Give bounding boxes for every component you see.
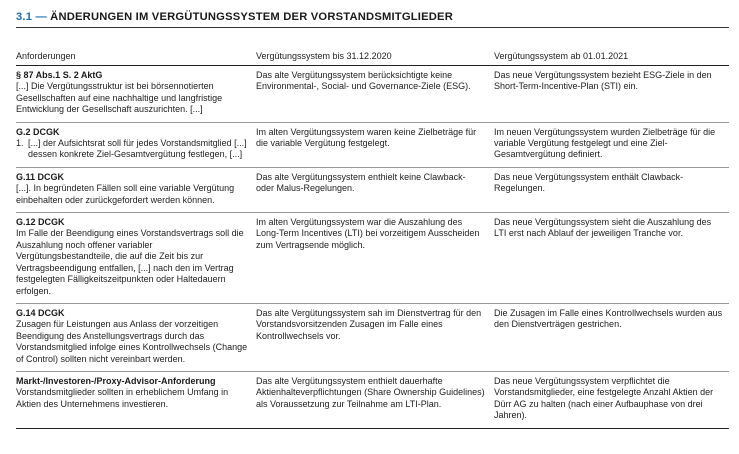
requirement-heading: G.2 DCGK xyxy=(16,126,60,137)
comparison-table xyxy=(16,46,729,429)
title-divider xyxy=(16,27,729,28)
old-system-cell: Im alten Vergütungssystem waren keine Zielbeträge für die variable Vergütung festgelegt. xyxy=(254,122,492,167)
old-system-cell: Im alten Vergütungssystem war die Auszahlung des Long-Term Incentives (LTI) bei vorzeitigem Ausscheiden zum Vertragsende möglich. xyxy=(254,213,492,304)
section-separator: — xyxy=(35,11,47,23)
old-system-cell: Das alte Vergütungssystem enthielt dauerhafte Aktienhalteverpflichtungen (Share Ownership Guidelines) als Voraussetzung zur Teilnahme am LTI-Plan. xyxy=(254,371,492,428)
table-row xyxy=(16,303,729,371)
requirement-heading: § 87 Abs.1 S. 2 AktG xyxy=(16,70,103,80)
requirement-heading: G.12 DCGK xyxy=(16,217,65,228)
header-old-system: Vergütungssystem bis 31.12.2020 xyxy=(254,46,492,66)
requirement-cell xyxy=(16,66,254,123)
section-title xyxy=(16,11,453,23)
requirement-cell xyxy=(16,371,254,428)
requirement-text: [...] Die Vergütungsstruktur ist bei börsennotierten Gesellschaften auf eine nachhaltige und langfristige Entwicklung der Gesellschaft auszurichten. [...] xyxy=(16,81,223,115)
requirement-heading: G.11 DCGK xyxy=(16,171,65,182)
new-system-cell: Das neue Vergütungssystem enthält Clawback-Regelungen. xyxy=(492,167,729,212)
requirement-cell xyxy=(16,122,254,167)
requirement-number: 1. xyxy=(16,138,24,149)
section-title-text: ÄNDERUNGEN IM VERGÜTUNGSSYSTEM DER VORSTANDSMITGLIEDER xyxy=(50,11,453,23)
requirement-text: Zusagen für Leistungen aus Anlass der vorzeitigen Beendigung des Anstellungsvertrags durch das Vorstandsmitglied infolge eines Kontrollwechsels (Change of Control) sollten nicht vereinbart werden. xyxy=(16,319,248,364)
old-system-cell: Das alte Vergütungssystem sah im Dienstvertrag für den Vorstandsvorsitzenden Zusagen im Falle eines Kontrollwechsels vor. xyxy=(254,303,492,371)
header-requirements: Anforderungen xyxy=(16,46,254,66)
new-system-cell: Das neue Vergütungssystem sieht die Auszahlung des LTI erst nach Ablauf der jeweiligen Tranche vor. xyxy=(492,213,729,304)
new-system-cell: Die Zusagen im Falle eines Kontrollwechsels wurden aus den Dienstverträgen gestrichen. xyxy=(492,303,729,371)
requirement-text: Im Falle der Beendigung eines Vorstandsvertrags soll die Auszahlung noch offener variabler Vergütungsbestandteile, die auf die Zeit bis zur Vertragsbeendigung entfallen, [...] nach den im Vertrag festgelegten Fälligkeitszeitpunkten oder Haltedauern erfolgen. xyxy=(16,228,244,296)
requirement-heading: G.14 DCGK xyxy=(16,307,65,318)
requirement-text: Vorstandsmitglieder sollten in erheblichem Umfang in Aktien des Unternehmens investieren. xyxy=(16,387,229,409)
section-number: 3.1 xyxy=(16,11,33,23)
requirement-cell xyxy=(16,213,254,304)
requirement-cell xyxy=(16,303,254,371)
requirement-cell xyxy=(16,167,254,212)
table-row xyxy=(16,66,729,123)
old-system-cell: Das alte Vergütungssystem enthielt keine Clawback- oder Malus-Regelungen. xyxy=(254,167,492,212)
table-header-row xyxy=(16,46,729,66)
table-row xyxy=(16,167,729,212)
requirement-text: [...] der Aufsichtsrat soll für jedes Vorstandsmitglied [...] dessen konkrete Ziel-Gesamtvergütung festlegen, [...] xyxy=(28,138,247,160)
table-row xyxy=(16,122,729,167)
requirement-text: [...]. In begründeten Fällen soll eine variable Vergütung einbehalten oder zurückgefordert werden können. xyxy=(16,183,235,205)
new-system-cell: Im neuen Vergütungssystem wurden Zielbeträge für die variable Vergütung festgelegt und eine Ziel-Gesamtvergütung definiert. xyxy=(492,122,729,167)
old-system-cell: Das alte Vergütungssystem berücksichtigte keine Environmental-, Social- und Governance-Ziele (ESG). xyxy=(254,66,492,123)
header-new-system: Vergütungssystem ab 01.01.2021 xyxy=(492,46,729,66)
table-row xyxy=(16,213,729,304)
table-row xyxy=(16,371,729,428)
new-system-cell: Das neue Vergütungssystem verpflichtet die Vorstandsmitglieder, eine festgelegte Anzahl Aktien der Dürr AG zu halten (nach einer Aufbauphase von drei Jahren). xyxy=(492,371,729,428)
new-system-cell: Das neue Vergütungssystem bezieht ESG-Ziele in den Short-Term-Incentive-Plan (STI) ein. xyxy=(492,66,729,123)
requirement-heading: Markt-/Investoren-/Proxy-Advisor-Anforderung xyxy=(16,375,216,386)
